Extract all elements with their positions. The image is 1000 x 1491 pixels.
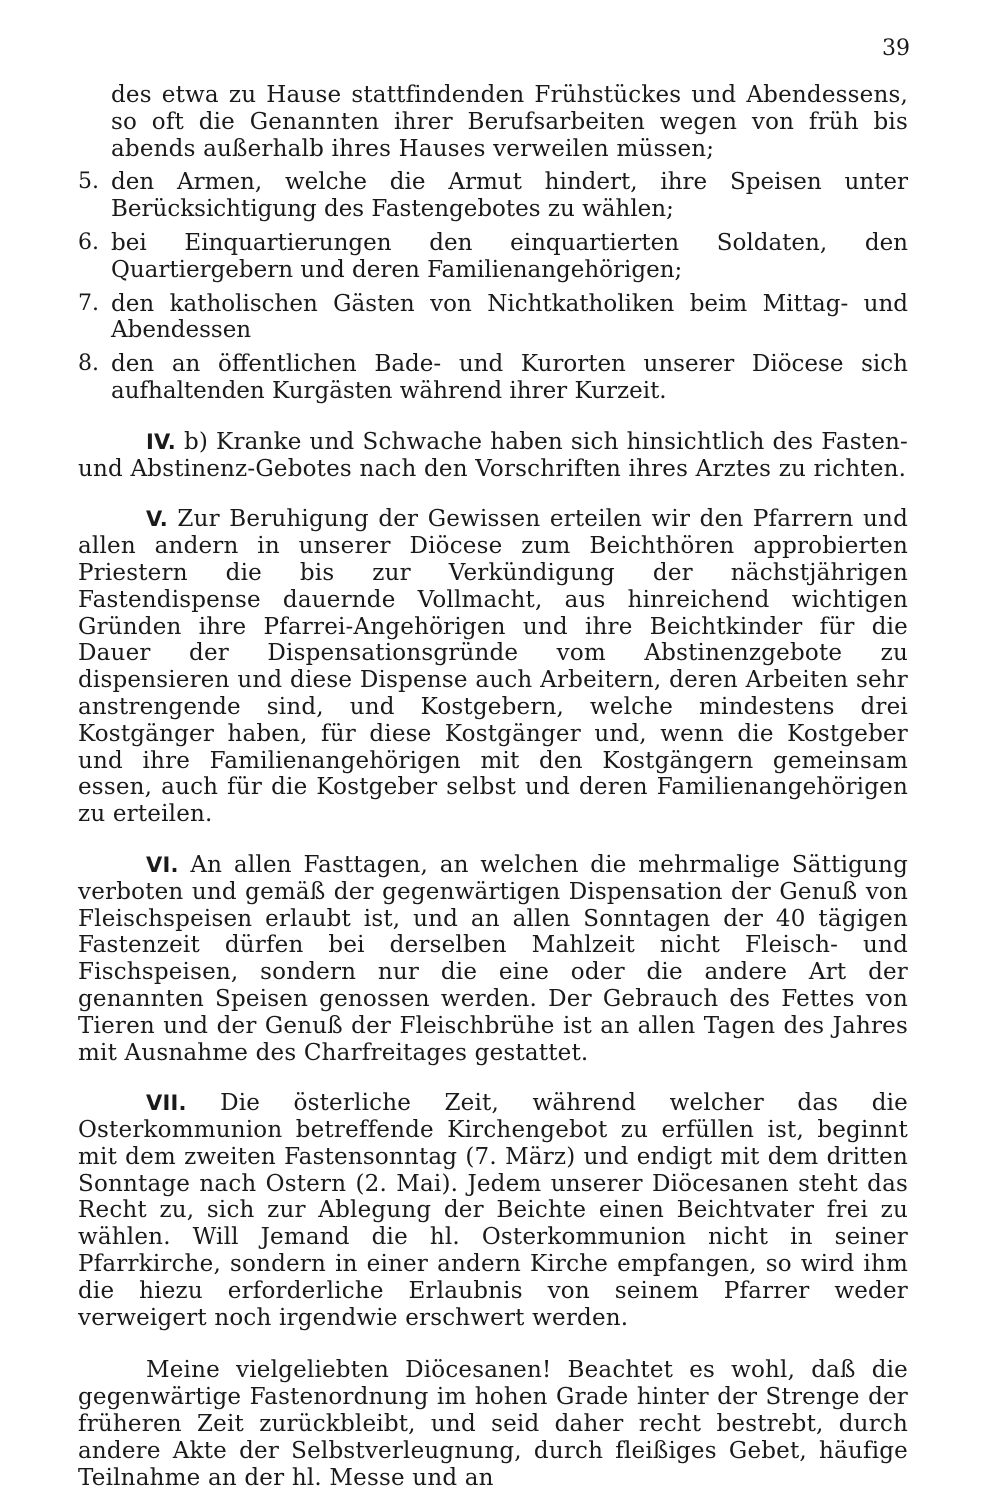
list-number: 8. [78,351,99,377]
list-text: den Armen, welche die Armut hindert, ihre Speisen unter Berücksichtigung des Fastengebotes zu wählen; [111,169,908,223]
list-text: den an öffentlichen Bade- und Kurorten unserer Diöcese sich aufhaltenden Kurgästen während ihrer Kurzeit. [111,351,908,404]
exemption-list [78,169,908,404]
section-text: Die österliche Zeit, während welcher das die Osterkommunion betreffende Kirchengebot zu erfüllen ist, beginnt mit dem zweiten Fastensonntag (7. März) und endigt mit dem dritten Sonntage nach Ostern (2. Mai). Jedem unserer Diöcesanen steht das Recht zu, sich zur Ablegung der Beichte einen Beichtvater frei zu wählen. Will Jemand die hl. Osterkommunion nicht in seiner Pfarrkirche, sondern in einer andern Kirche empfangen, so wird ihm die hiezu erforderliche Erlaubnis von seinem Pfarrer weder verweigert noch irgendwie erschwert werden. [78,1090,908,1331]
section-label: IV. [146,429,176,454]
page-number: 39 [882,36,910,61]
list-item [78,169,908,223]
closing-paragraph: Meine vielgeliebten Diöcesanen! Beachtet es wohl, daß die gegenwärtige Fastenordnung im hohen Grade hinter der Strenge der früheren Zeit zurückbleibt, und seid daher recht bestrebt, durch andere Akte der Selbstverleugnung, durch fleißiges Gebet, häufige Teilnahme an der hl. Messe und an [78,1357,908,1491]
section-label: V. [146,507,168,532]
section-iv [78,429,908,483]
list-number: 7. [78,290,99,316]
section-vi [78,852,908,1066]
list-number: 6. [78,229,99,255]
section-label: VII. [146,1091,187,1116]
page-body [78,82,908,1491]
continuation-paragraph: des etwa zu Hause stattfindenden Frühstückes und Abendessens, so oft die Genannten ihrer Berufsarbeiten wegen von früh bis abends außerhalb ihres Hauses verweilen müssen; [111,82,908,162]
section-text: An allen Fasttagen, an welchen die mehrmalige Sättigung verboten und gemäß der gegenwärtigen Dispensation der Genuß von Fleischspeisen erlaubt ist, und an allen Sonntagen der 40 tägigen Fastenzeit dürfen bei derselben Mahlzeit nicht Fleisch- und Fischspeisen, sondern nur die eine oder die andere Art der genannten Speisen genossen werden. Der Gebrauch des Fettes von Tieren und der Genuß der Fleischbrühe ist an allen Tagen des Jahres mit Ausnahme des Charfreitages gestattet. [78,851,908,1066]
section-text: b) Kranke und Schwache haben sich hinsichtlich des Fasten- und Abstinenz-Gebotes nach den Vorschriften ihres Arztes zu richten. [78,428,908,482]
list-item [78,230,908,284]
list-number: 5. [78,169,99,195]
list-item [78,291,908,345]
list-item [78,351,908,405]
section-v [78,506,908,828]
list-text: den katholischen Gästen von Nichtkatholiken beim Mittag- und Abendessen [111,290,908,344]
section-label: VI. [146,852,179,877]
list-text: bei Einquartierungen den einquartierten Soldaten, den Quartiergebern und deren Familienangehörigen; [111,229,908,283]
section-vii [78,1090,908,1331]
section-text: Zur Beruhigung der Gewissen erteilen wir den Pfarrern und allen andern in unserer Diöcese zum Beichthören approbierten Priestern die bis zur Verkündigung der nächstjährigen Fastendispense dauernde Vollmacht, aus hinreichend wichtigen Gründen ihre Pfarrei-Angehörigen und ihre Beichtkinder für die Dauer der Dispensationsgründe vom Abstinenzgebote zu dispensieren und diese Dispense auch Arbeitern, deren Arbeiten sehr anstrengende sind, und Kostgebern, welche mindestens drei Kostgänger haben, für diese Kostgänger und, wenn die Kostgeber und ihre Familienangehörigen mit den Kostgängern gemeinsam essen, auch für die Kostgeber selbst und deren Familienangehörigen zu erteilen. [78,506,908,828]
